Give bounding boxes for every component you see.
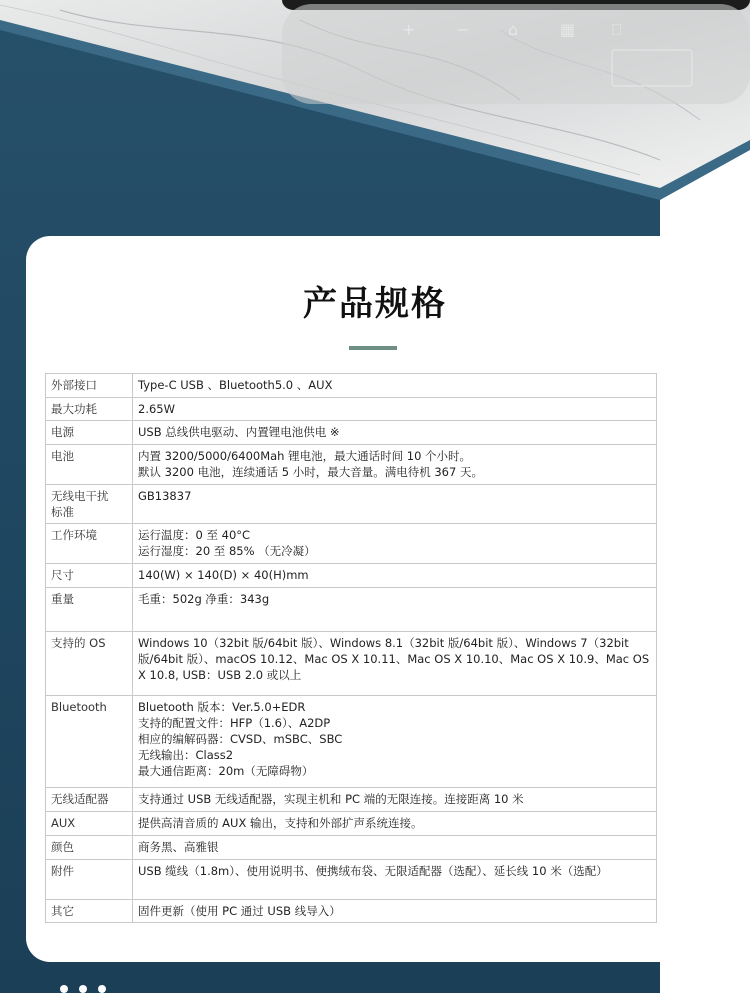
spec-row — [46, 485, 657, 524]
spec-key: 无线电干扰 标准 — [46, 485, 133, 524]
spec-value: 运行温度：0 至 40°C 运行湿度：20 至 85% （无冷凝） — [133, 524, 657, 564]
tablet-icon: ⎕ — [612, 20, 622, 39]
spec-value: 内置 3200/5000/6400Mah 锂电池，最大通话时间 10 个小时。 默认 3200 电池，连续通话 5 小时，最大音量。满电待机 367 天。 — [133, 445, 657, 485]
spec-row — [46, 836, 657, 860]
trash-icon: ⌂ — [508, 20, 519, 39]
spec-value: Type-C USB 、Bluetooth5.0 、AUX — [133, 374, 657, 398]
spec-key: 工作环境 — [46, 524, 133, 564]
spec-value: 提供高清音质的 AUX 输出，支持和外部扩声系统连接。 — [133, 812, 657, 836]
spec-value: 毛重：502g 净重：343g — [133, 588, 657, 632]
spec-key: 无线适配器 — [46, 788, 133, 812]
spec-key: Bluetooth — [46, 696, 133, 788]
page-title: 产品规格 — [303, 284, 447, 324]
spec-key: 尺寸 — [46, 564, 133, 588]
spec-value: GB13837 — [133, 485, 657, 524]
title-underline — [349, 346, 397, 350]
spec-key: AUX — [46, 812, 133, 836]
spec-row — [46, 421, 657, 445]
spec-key: 支持的 OS — [46, 632, 133, 696]
pagination-dot — [98, 985, 106, 993]
spec-row — [46, 564, 657, 588]
spec-value: USB 缆线（1.8m）、使用说明书、便携绒布袋、无限适配器（选配）、延长线 10 米（选配） — [133, 860, 657, 900]
spec-value: Windows 10（32bit 版/64bit 版）、Windows 8.1（32bit 版/64bit 版）、Windows 7（32bit 版/64bit 版）、macOS 10.12、Mac OS X 10.11、Mac OS X 10.10、Mac OS X 10.9、Mac OS X 10.8, USB：USB 2.0 或以上 — [133, 632, 657, 696]
spec-row — [46, 445, 657, 485]
spec-value: 商务黑、高雅银 — [133, 836, 657, 860]
pagination-dots — [60, 978, 117, 988]
spec-row — [46, 788, 657, 812]
pagination-dot — [79, 985, 87, 993]
spec-row — [46, 374, 657, 398]
pagination-dot — [60, 985, 68, 993]
spec-value: 140(W) × 140(D) × 40(H)mm — [133, 564, 657, 588]
spec-row — [46, 524, 657, 564]
plus-icon: + — [402, 20, 416, 39]
spec-row — [46, 632, 657, 696]
spec-row — [46, 398, 657, 421]
spec-key: 最大功耗 — [46, 398, 133, 421]
spec-value: Bluetooth 版本：Ver.5.0+EDR 支持的配置文件：HFP（1.6）、A2DP 相应的编解码器：CVSD、mSBC、SBC 无线输出：Class2 最大通信距离：20m（无障碍物） — [133, 696, 657, 788]
spec-key: 电源 — [46, 421, 133, 445]
spec-value: USB 总线供电驱动、内置锂电池供电 ※ — [133, 421, 657, 445]
spec-row — [46, 900, 657, 923]
spec-key: 附件 — [46, 860, 133, 900]
spec-value: 2.65W — [133, 398, 657, 421]
spec-row — [46, 696, 657, 788]
device-render — [282, 0, 750, 120]
spec-row — [46, 860, 657, 900]
spec-row — [46, 812, 657, 836]
spec-key: 重量 — [46, 588, 133, 632]
spec-key: 外部接口 — [46, 374, 133, 398]
spec-key: 颜色 — [46, 836, 133, 860]
spec-key: 其它 — [46, 900, 133, 923]
spec-table — [45, 373, 657, 923]
spec-value: 支持通过 USB 无线适配器，实现主机和 PC 端的无限连接。连接距离 10 米 — [133, 788, 657, 812]
minus-icon: − — [456, 20, 470, 39]
grid-icon: ▦ — [560, 20, 576, 39]
spec-key: 电池 — [46, 445, 133, 485]
spec-value: 固件更新（使用 PC 通过 USB 线导入） — [133, 900, 657, 923]
spec-row — [46, 588, 657, 632]
